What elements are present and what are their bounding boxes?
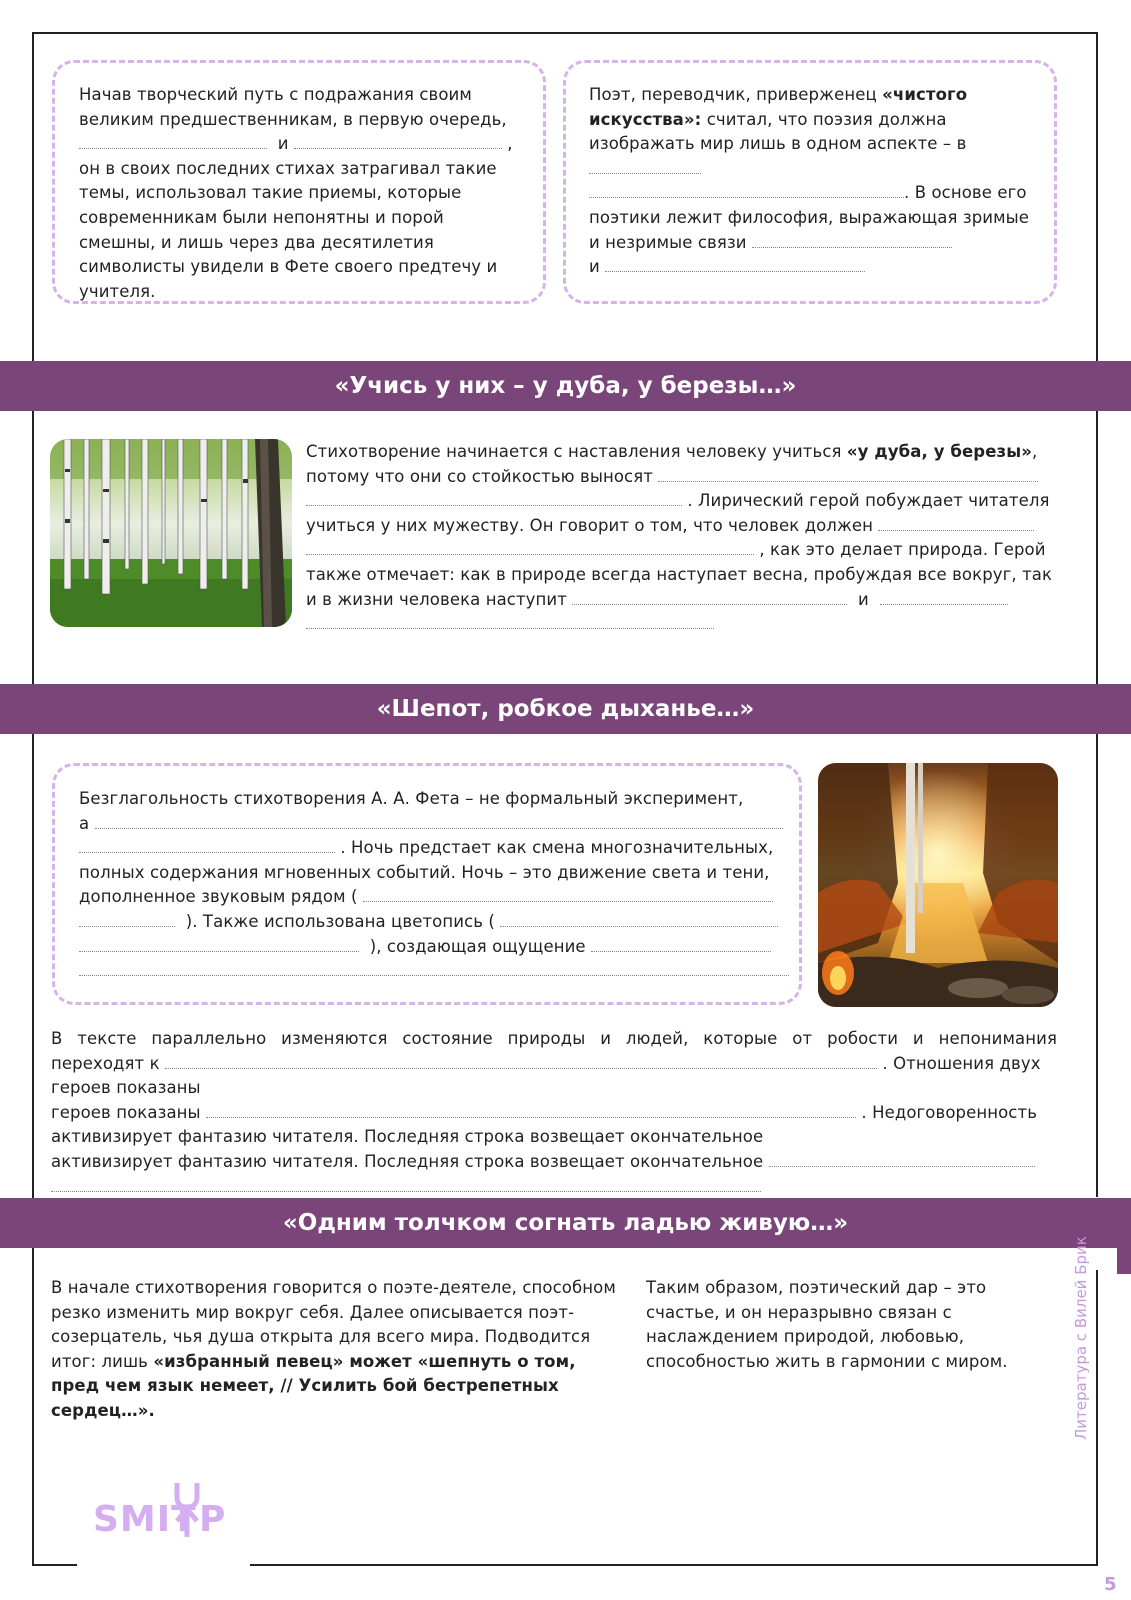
blank[interactable]: [306, 542, 754, 555]
section-title: «Шепот, робкое дыханье…»: [376, 696, 755, 722]
section-title-band: [0, 684, 1131, 734]
frame-line: [32, 32, 34, 1566]
blank[interactable]: [500, 914, 778, 927]
birch-forest-image: [50, 439, 292, 627]
blank[interactable]: [880, 592, 1008, 605]
blank[interactable]: [878, 518, 1034, 531]
sunset-lake-image: [818, 763, 1058, 1007]
blank[interactable]: [51, 1179, 761, 1192]
blank[interactable]: [79, 840, 335, 853]
section2-paragraph: В тексте параллельно изменяются состояние природы и людей, которые от робости и непонимания переходят к . Отношения двух героев показаны героев показаны . Недоговоренность активизирует фантазию читателя. Последняя строка возвещает окончательное активизирует фантазию читателя. Последняя строка возвещает окончательное: [51, 1027, 1057, 1199]
blank[interactable]: [206, 1105, 856, 1118]
blank[interactable]: [589, 161, 701, 174]
section-title: «Одним толчком согнать ладью живую…»: [282, 1210, 849, 1236]
blank[interactable]: [165, 1056, 877, 1069]
blank[interactable]: [658, 469, 1038, 482]
night-box-text: Безглагольность стихотворения А. А. Фета – не формальный эксперимент, а . Ночь предстает как смена многозначительных, полных содержания мгновенных событий. Ночь – это движение света и тени, дополненное звуковым рядом ( ). Также использована цветопись ( ), создающая ощущение: [79, 787, 791, 984]
section-title: «Учись у них – у дуба, у березы…»: [334, 373, 797, 399]
blank[interactable]: [752, 235, 952, 248]
blank[interactable]: [605, 259, 865, 272]
page-number: 5: [1104, 1574, 1117, 1595]
blank[interactable]: [591, 939, 771, 952]
frame-line: [250, 1564, 1096, 1566]
vertical-credit: Литература с Вилей Брик: [1072, 1236, 1090, 1440]
section-title-band: [0, 361, 1131, 411]
section-title-band: [0, 1198, 1131, 1248]
blank[interactable]: [79, 136, 267, 149]
blank[interactable]: [294, 136, 502, 149]
blank[interactable]: [306, 493, 682, 506]
blank[interactable]: [363, 889, 773, 902]
frame-line: [32, 1564, 77, 1566]
section1-text: Стихотворение начинается с наставления человеку учиться «у дуба, у березы», потому что они со стойкостью выносят . Лирический герой побуждает читателя учиться у них мужеству. Он говорит о том, что человек должен , как это делает природа. Герой также отмечает: как в природе всегда наступает весна, пробуждая все вокруг, так и в жизни человека наступит и: [306, 440, 1058, 637]
frame-line: [32, 32, 1098, 34]
blank[interactable]: [79, 939, 359, 952]
fill-in-text-left: Начав творческий путь с подражания своим великим предшественникам, в первую очередь, и , он в своих последних стихах затрагивал такие темы, использовал такие приемы, которые современникам были непонятны и порой смешны, и лишь через два десятилетия символисты увидели в Фете своего предтечу и учителя.: [79, 85, 513, 301]
blank[interactable]: [95, 816, 783, 829]
side-tab-marker: [1117, 1222, 1131, 1274]
blank[interactable]: [589, 185, 904, 198]
section3-left-text: В начале стихотворения говорится о поэте-деятеле, способном резко изменить мир вокруг себя. Далее описывается поэт-созерцатель, чья душа открыта для всего мира. Подводится итог: лишь «избранный певец» может «шепнуть о том, пред чем язык немеет, // Усилить бой бестрепетных сердец…».: [51, 1278, 616, 1420]
svg-text:SMIT: SMIT: [93, 1499, 197, 1540]
blank[interactable]: [572, 592, 847, 605]
section3-right-text: Таким образом, поэтический дар – это счастье, и он неразрывно связан с наслаждением природой, любовью, способностью жить в гармонии с миром.: [646, 1278, 1008, 1371]
frame-line: [1096, 32, 1098, 1197]
frame-line: [1096, 1270, 1098, 1566]
blank[interactable]: [306, 616, 714, 629]
blank[interactable]: [769, 1154, 1035, 1167]
svg-text:P: P: [199, 1499, 227, 1540]
blank[interactable]: [79, 963, 789, 976]
blank[interactable]: [79, 914, 175, 927]
fill-in-text-right: Поэт, переводчик, приверженец «чистого искусства»: считал, что поэзия должна изображать мир лишь в одном аспекте – в . В основе его поэтики лежит философия, выражающая зримые и незримые связи и: [589, 85, 1030, 277]
